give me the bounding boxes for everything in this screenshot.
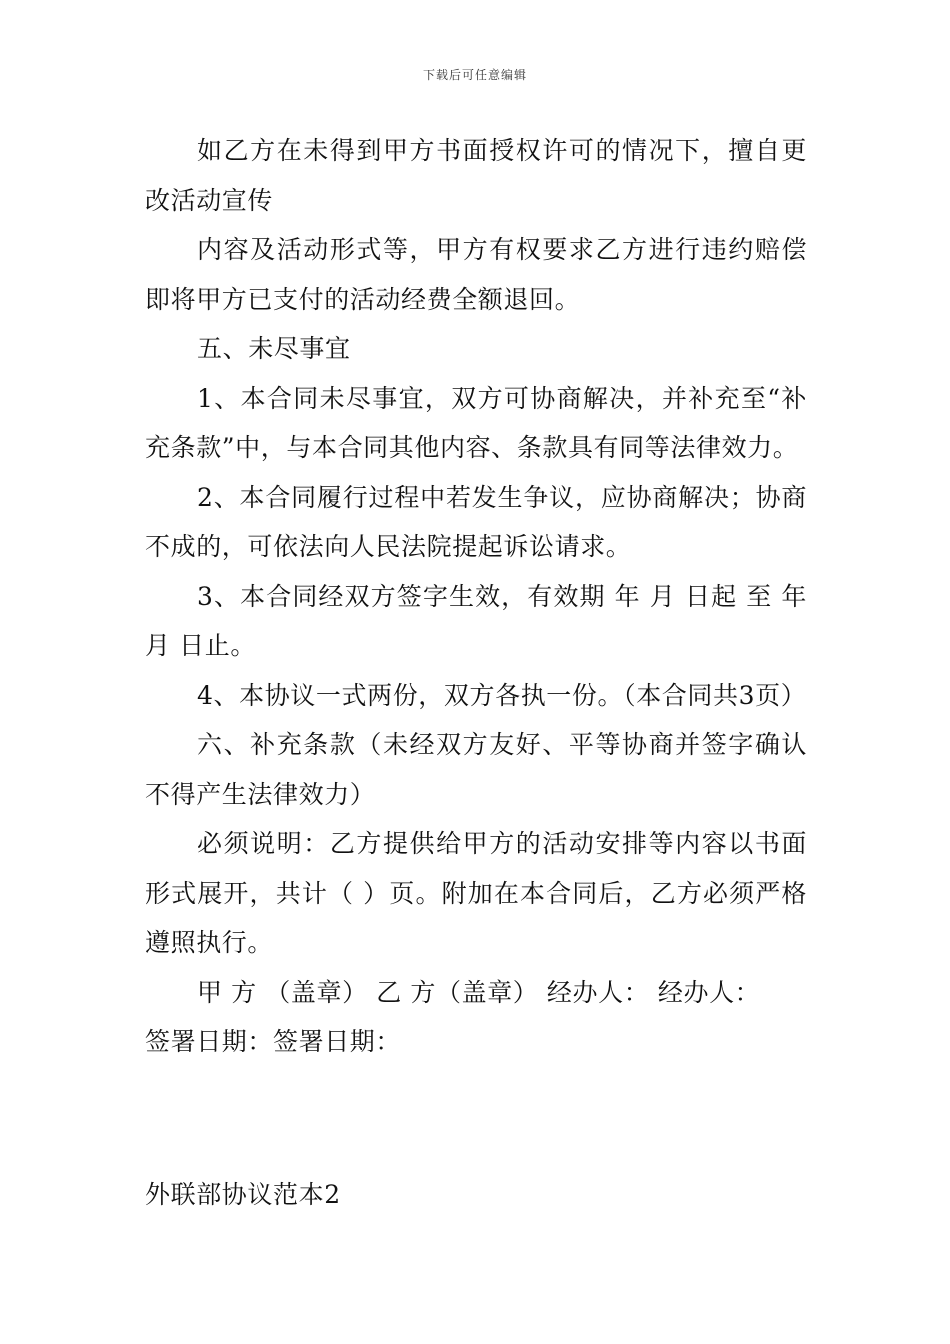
paragraph-unauthorized-change: 如乙方在未得到甲方书面授权许可的情况下，擅自更改活动宣传: [145, 136, 807, 215]
page-header: 下载后可任意编辑: [422, 68, 527, 82]
signature-dates: 签署日期：签署日期：: [145, 1027, 402, 1056]
paragraph-clause-3: 3、本合同经双方签字生效，有效期 年 月 日起 至 年 月 日止。: [145, 581, 807, 660]
heading-section-6: 六、补充条款（未经双方友好、平等协商并签字确认不得产生法律效力）: [145, 730, 807, 809]
paragraph-breach-compensation: 内容及活动形式等，甲方有权要求乙方进行违约赔偿即将甲方已支付的活动经费全额退回。: [145, 235, 807, 314]
paragraph-clause-4: 4、本协议一式两份，双方各执一份。（本合同共3页）: [197, 680, 807, 710]
heading-section-5: 五、未尽事宜: [197, 334, 351, 363]
next-section-title: 外联部协议范本2: [145, 1180, 341, 1209]
signature-parties: 甲 方 （盖章） 乙 方（盖章） 经办人： 经办人：: [197, 977, 761, 1007]
contract-body: [145, 126, 807, 1067]
paragraph-must-explain: 必须说明：乙方提供给甲方的活动安排等内容以书面形式展开，共计（ ）页。附加在本合同后，乙方必须严格遵照执行。: [145, 829, 807, 957]
paragraph-clause-1: 1、本合同未尽事宜，双方可协商解决，并补充至“补充条款”中，与本合同其他内容、条款具有同等法律效力。: [145, 383, 807, 462]
paragraph-clause-2: 2、本合同履行过程中若发生争议，应协商解决；协商不成的，可依法向人民法院提起诉讼请求。: [145, 482, 807, 561]
